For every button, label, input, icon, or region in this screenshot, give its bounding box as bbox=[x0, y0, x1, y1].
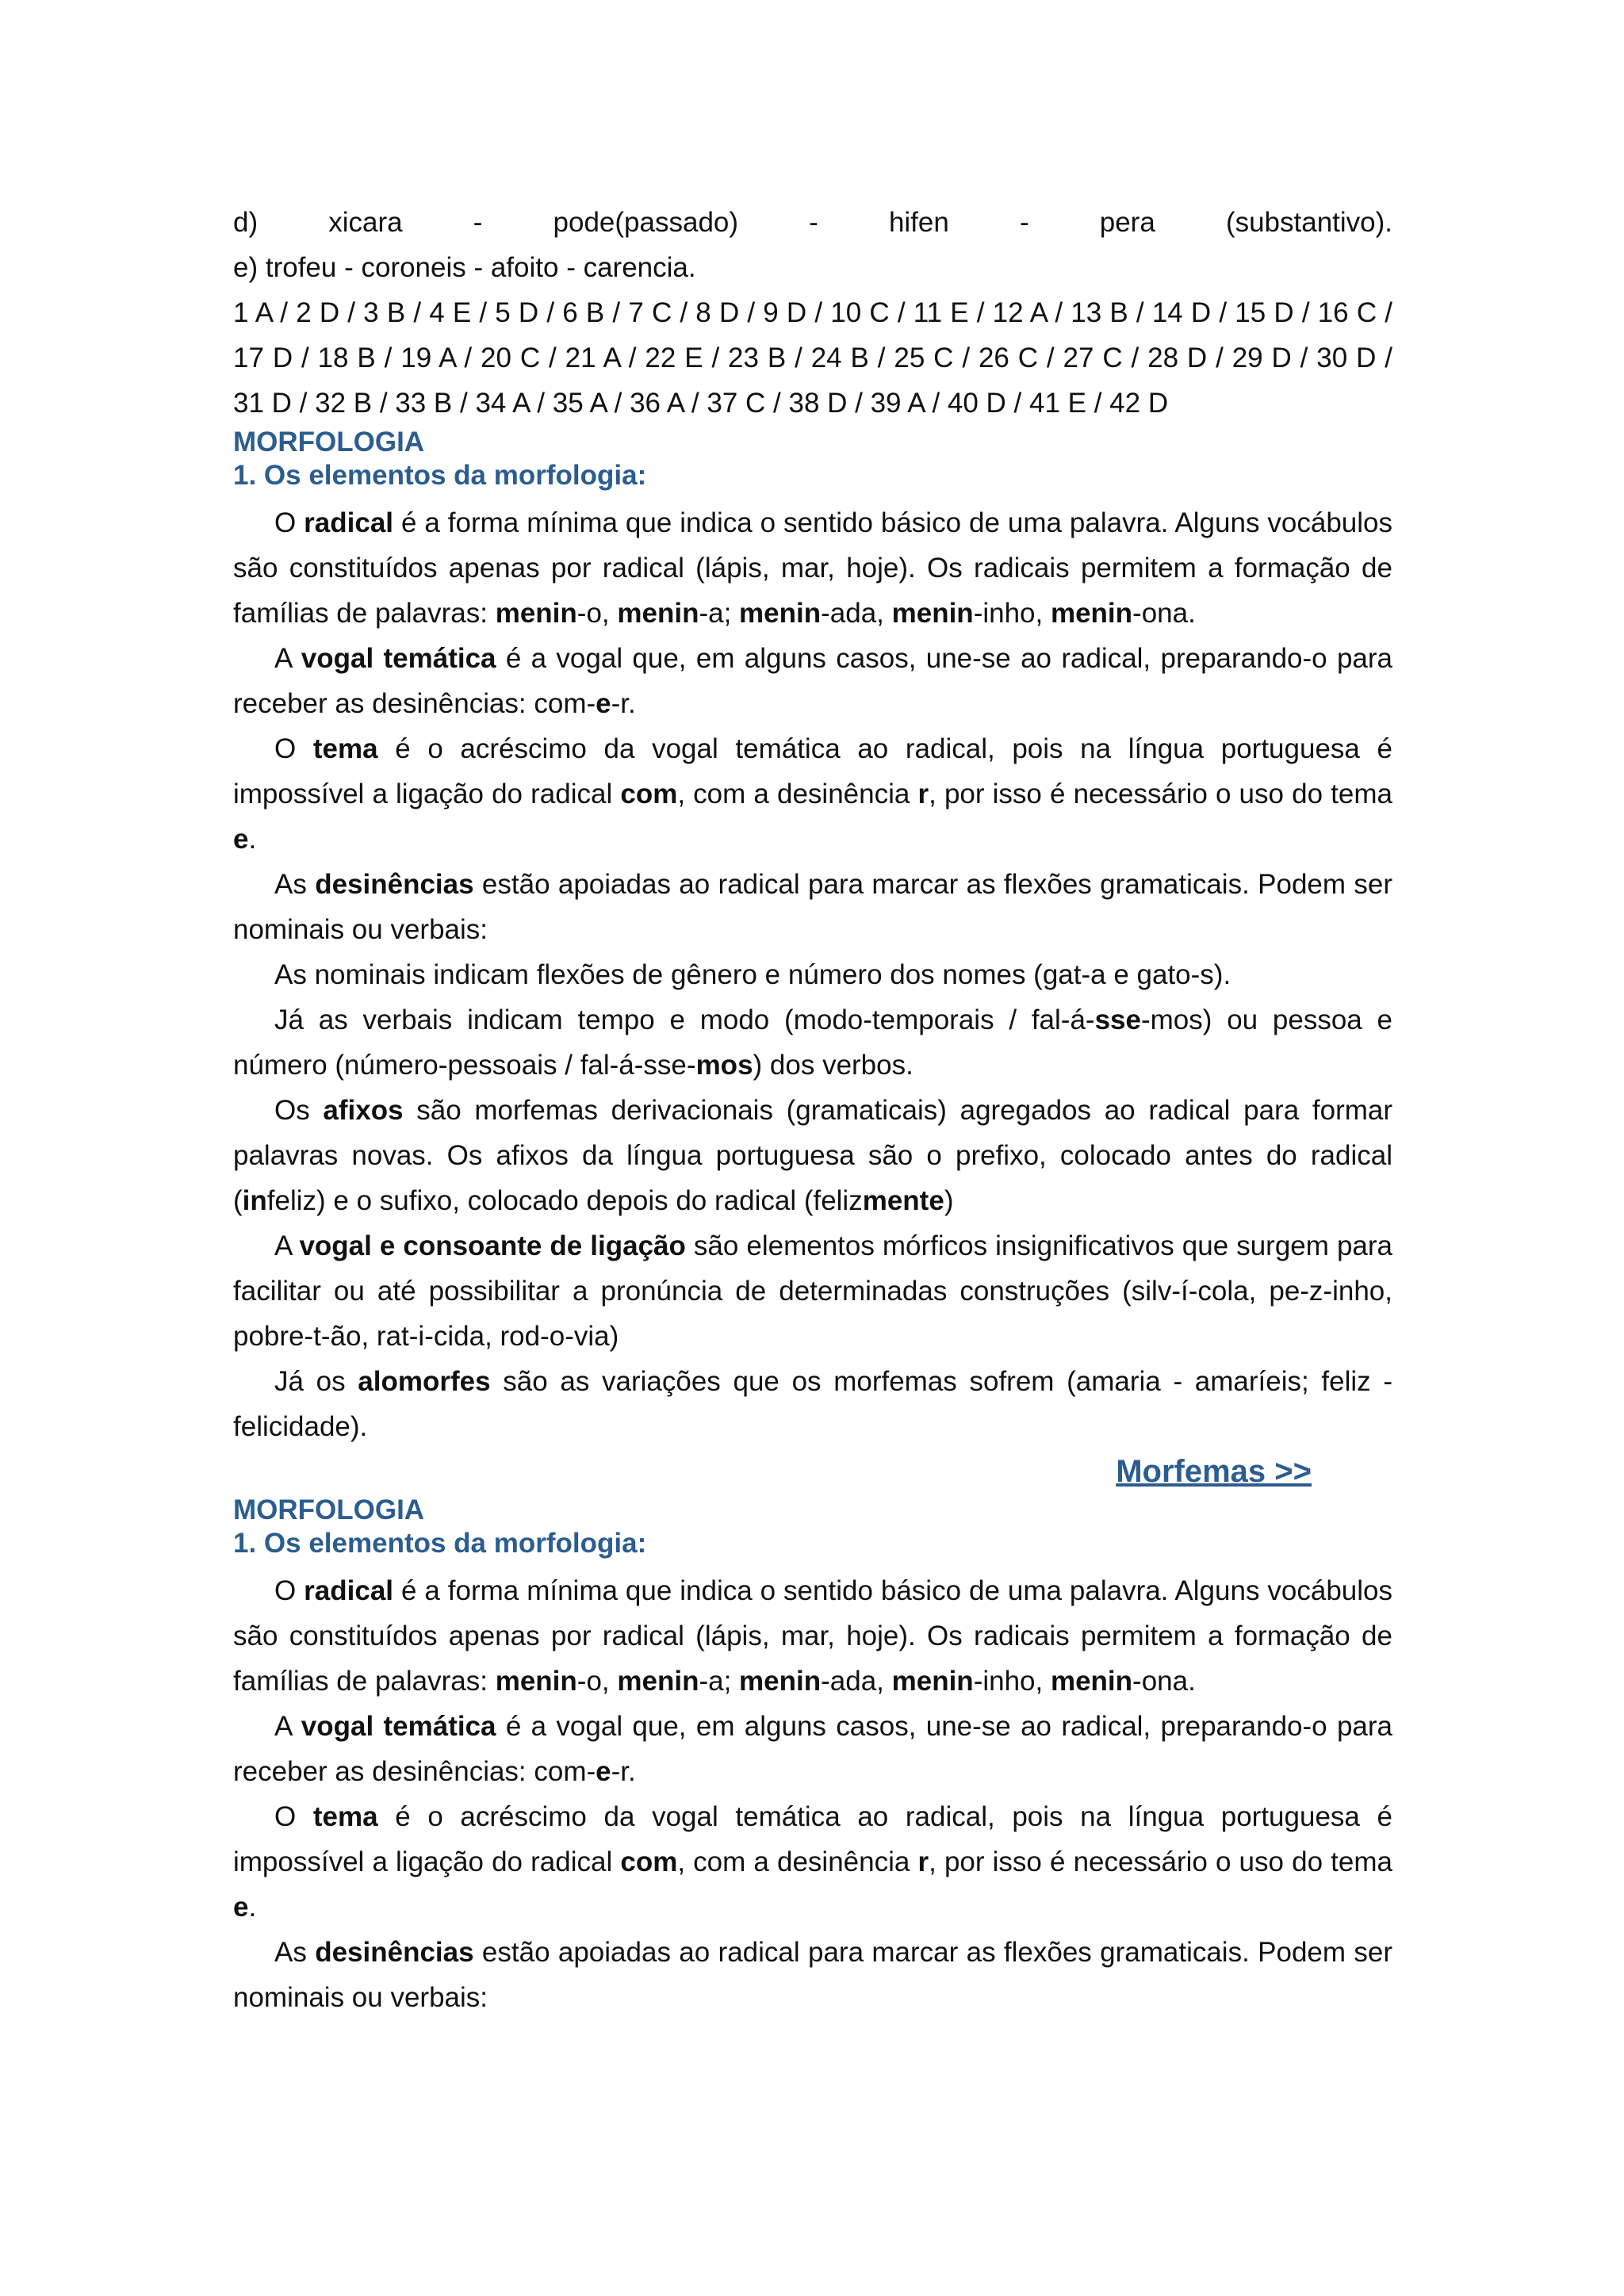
bold-term: menin bbox=[1050, 598, 1133, 629]
bold-term: e bbox=[233, 1892, 249, 1923]
bold-term: sse bbox=[1094, 1004, 1141, 1035]
bold-term: menin bbox=[617, 1666, 699, 1697]
bold-term: menin bbox=[495, 1666, 577, 1697]
answer-key: 1 A / 2 D / 3 B / 4 E / 5 D / 6 B / 7 C / 8 D / 9 D / 10 C / 11 E / 12 A / 13 B / 14 D / 15 D / 16 C / 17 D / 18 B / 19 A / 20 C / 21 A / 22 E / 23 B / 24 B / 25 C / 26 C / 27 C / 28 D / 29 D / 30 D / 31 D / 32 B / 33 B / 34 A / 35 A / 36 A / 37 C / 38 D / 39 A / 40 D / 41 E / 42 D bbox=[233, 297, 1392, 419]
bold-term: desinências bbox=[315, 1937, 474, 1968]
section-subtitle-repeat: 1. Os elementos da morfologia: bbox=[233, 1528, 647, 1559]
bold-term: menin bbox=[891, 598, 974, 629]
bold-term: afixos bbox=[323, 1095, 404, 1126]
bold-term: menin bbox=[739, 1666, 822, 1697]
bold-term: r bbox=[917, 779, 929, 809]
bold-term: tema bbox=[312, 1801, 378, 1832]
bold-term: menin bbox=[495, 598, 577, 629]
bold-term: mos bbox=[695, 1050, 753, 1081]
question-option-e: e) trofeu - coroneis - afoito - carencia. bbox=[233, 252, 696, 283]
bold-term: radical bbox=[304, 1575, 394, 1606]
paragraph-tema: O tema é o acréscimo da vogal temática ao radical, pois na língua portuguesa é impossível a ligação do radical com, com a desinência r, por isso é necessário o uso do tema e. bbox=[233, 733, 1392, 855]
bold-term: vogal temática bbox=[301, 1711, 496, 1742]
option-d-word: - bbox=[1019, 207, 1029, 238]
paragraph-radical: O radical é a forma mínima que indica o sentido básico de uma palavra. Alguns vocábulos são constituídos apenas por radical (lápis, mar, hoje). Os radicais permitem a formação de famílias de palavras: menin-o, menin-a; menin-ada, menin-inho, menin-ona. bbox=[233, 507, 1392, 629]
bold-term: r bbox=[917, 1846, 929, 1877]
option-d-word: pode(passado) bbox=[553, 207, 739, 238]
option-d-word: xicara bbox=[328, 207, 403, 238]
bold-term: menin bbox=[617, 598, 699, 629]
paragraph-verbais: Já as verbais indicam tempo e modo (modo-temporais / fal-á-sse-mos) ou pessoa e número (número-pessoais / fal-á-sse-mos) dos verbos. bbox=[233, 1004, 1392, 1081]
bold-term: mente bbox=[862, 1185, 944, 1216]
bold-term: menin bbox=[1050, 1666, 1133, 1697]
bold-term: com bbox=[620, 1846, 678, 1877]
morfologia-section-2 bbox=[233, 1494, 1392, 2020]
question-option-d bbox=[233, 200, 1392, 245]
paragraph-nominais: As nominais indicam flexões de gênero e número dos nomes (gat-a e gato-s). bbox=[274, 959, 1231, 990]
bold-term: menin bbox=[739, 598, 822, 629]
bold-term: radical bbox=[304, 507, 394, 538]
section-subtitle: 1. Os elementos da morfologia: bbox=[233, 460, 647, 491]
section-title-repeat: MORFOLOGIA bbox=[233, 1494, 425, 1525]
bold-term: desinências bbox=[315, 869, 474, 900]
option-d-word: hifen bbox=[888, 207, 949, 238]
option-d-word: d) bbox=[233, 207, 259, 238]
option-d-word: - bbox=[473, 207, 483, 238]
bold-term: tema bbox=[312, 733, 378, 764]
morfologia-section-1 bbox=[233, 426, 1392, 1494]
bold-term: vogal temática bbox=[301, 643, 496, 674]
paragraph-radical-repeat: O radical é a forma mínima que indica o sentido básico de uma palavra. Alguns vocábulos são constituídos apenas por radical (lápis, mar, hoje). Os radicais permitem a formação de famílias de palavras: menin-o, menin-a; menin-ada, menin-inho, menin-ona. bbox=[233, 1575, 1392, 1697]
paragraph-alomorfes: Já os alomorfes são as variações que os morfemas sofrem (amaria - amaríeis; feliz - felicidade). bbox=[233, 1366, 1392, 1442]
paragraph-desinencias: As desinências estão apoiadas ao radical para marcar as flexões gramaticais. Podem ser nominais ou verbais: bbox=[233, 869, 1392, 945]
link-row bbox=[233, 1449, 1392, 1494]
bold-term: in bbox=[242, 1185, 267, 1216]
paragraph-vogal-tematica-repeat: A vogal temática é a vogal que, em alguns casos, une-se ao radical, preparando-o para receber as desinências: com-e-r. bbox=[233, 1711, 1393, 1787]
paragraph-desinencias-repeat: As desinências estão apoiadas ao radical para marcar as flexões gramaticais. Podem ser nominais ou verbais: bbox=[233, 1937, 1392, 2013]
bold-term: com bbox=[620, 779, 678, 809]
paragraph-afixos: Os afixos são morfemas derivacionais (gramaticais) agregados ao radical para formar palavras novas. Os afixos da língua portuguesa são o prefixo, colocado antes do radical (infeliz) e o sufixo, colocado depois do radical (felizmente) bbox=[233, 1095, 1392, 1216]
paragraph-tema-repeat: O tema é o acréscimo da vogal temática ao radical, pois na língua portuguesa é impossível a ligação do radical com, com a desinência r, por isso é necessário o uso do tema e. bbox=[233, 1801, 1392, 1923]
bold-term: alomorfes bbox=[358, 1366, 491, 1397]
bold-term: e bbox=[233, 824, 249, 855]
section-title: MORFOLOGIA bbox=[233, 427, 425, 457]
option-d-word: pera bbox=[1099, 207, 1155, 238]
option-d-word: (substantivo). bbox=[1225, 207, 1393, 238]
bold-term: vogal e consoante de ligação bbox=[299, 1230, 686, 1261]
document-body bbox=[233, 200, 1392, 2020]
morfemas-link[interactable]: Morfemas >> bbox=[1116, 1454, 1312, 1489]
paragraph-vogal-tematica: A vogal temática é a vogal que, em alguns casos, une-se ao radical, preparando-o para receber as desinências: com-e-r. bbox=[233, 643, 1393, 719]
paragraph-ligacao: A vogal e consoante de ligação são elementos mórficos insignificativos que surgem para facilitar ou até possibilitar a pronúncia de determinadas construções (silv-í-cola, pe-z-inho, pobre-t-ão, rat-i-cida, rod-o-via) bbox=[233, 1230, 1392, 1352]
option-d-word: - bbox=[809, 207, 818, 238]
bold-term: e bbox=[596, 688, 611, 719]
bold-term: e bbox=[596, 1756, 611, 1787]
bold-term: menin bbox=[891, 1666, 974, 1697]
